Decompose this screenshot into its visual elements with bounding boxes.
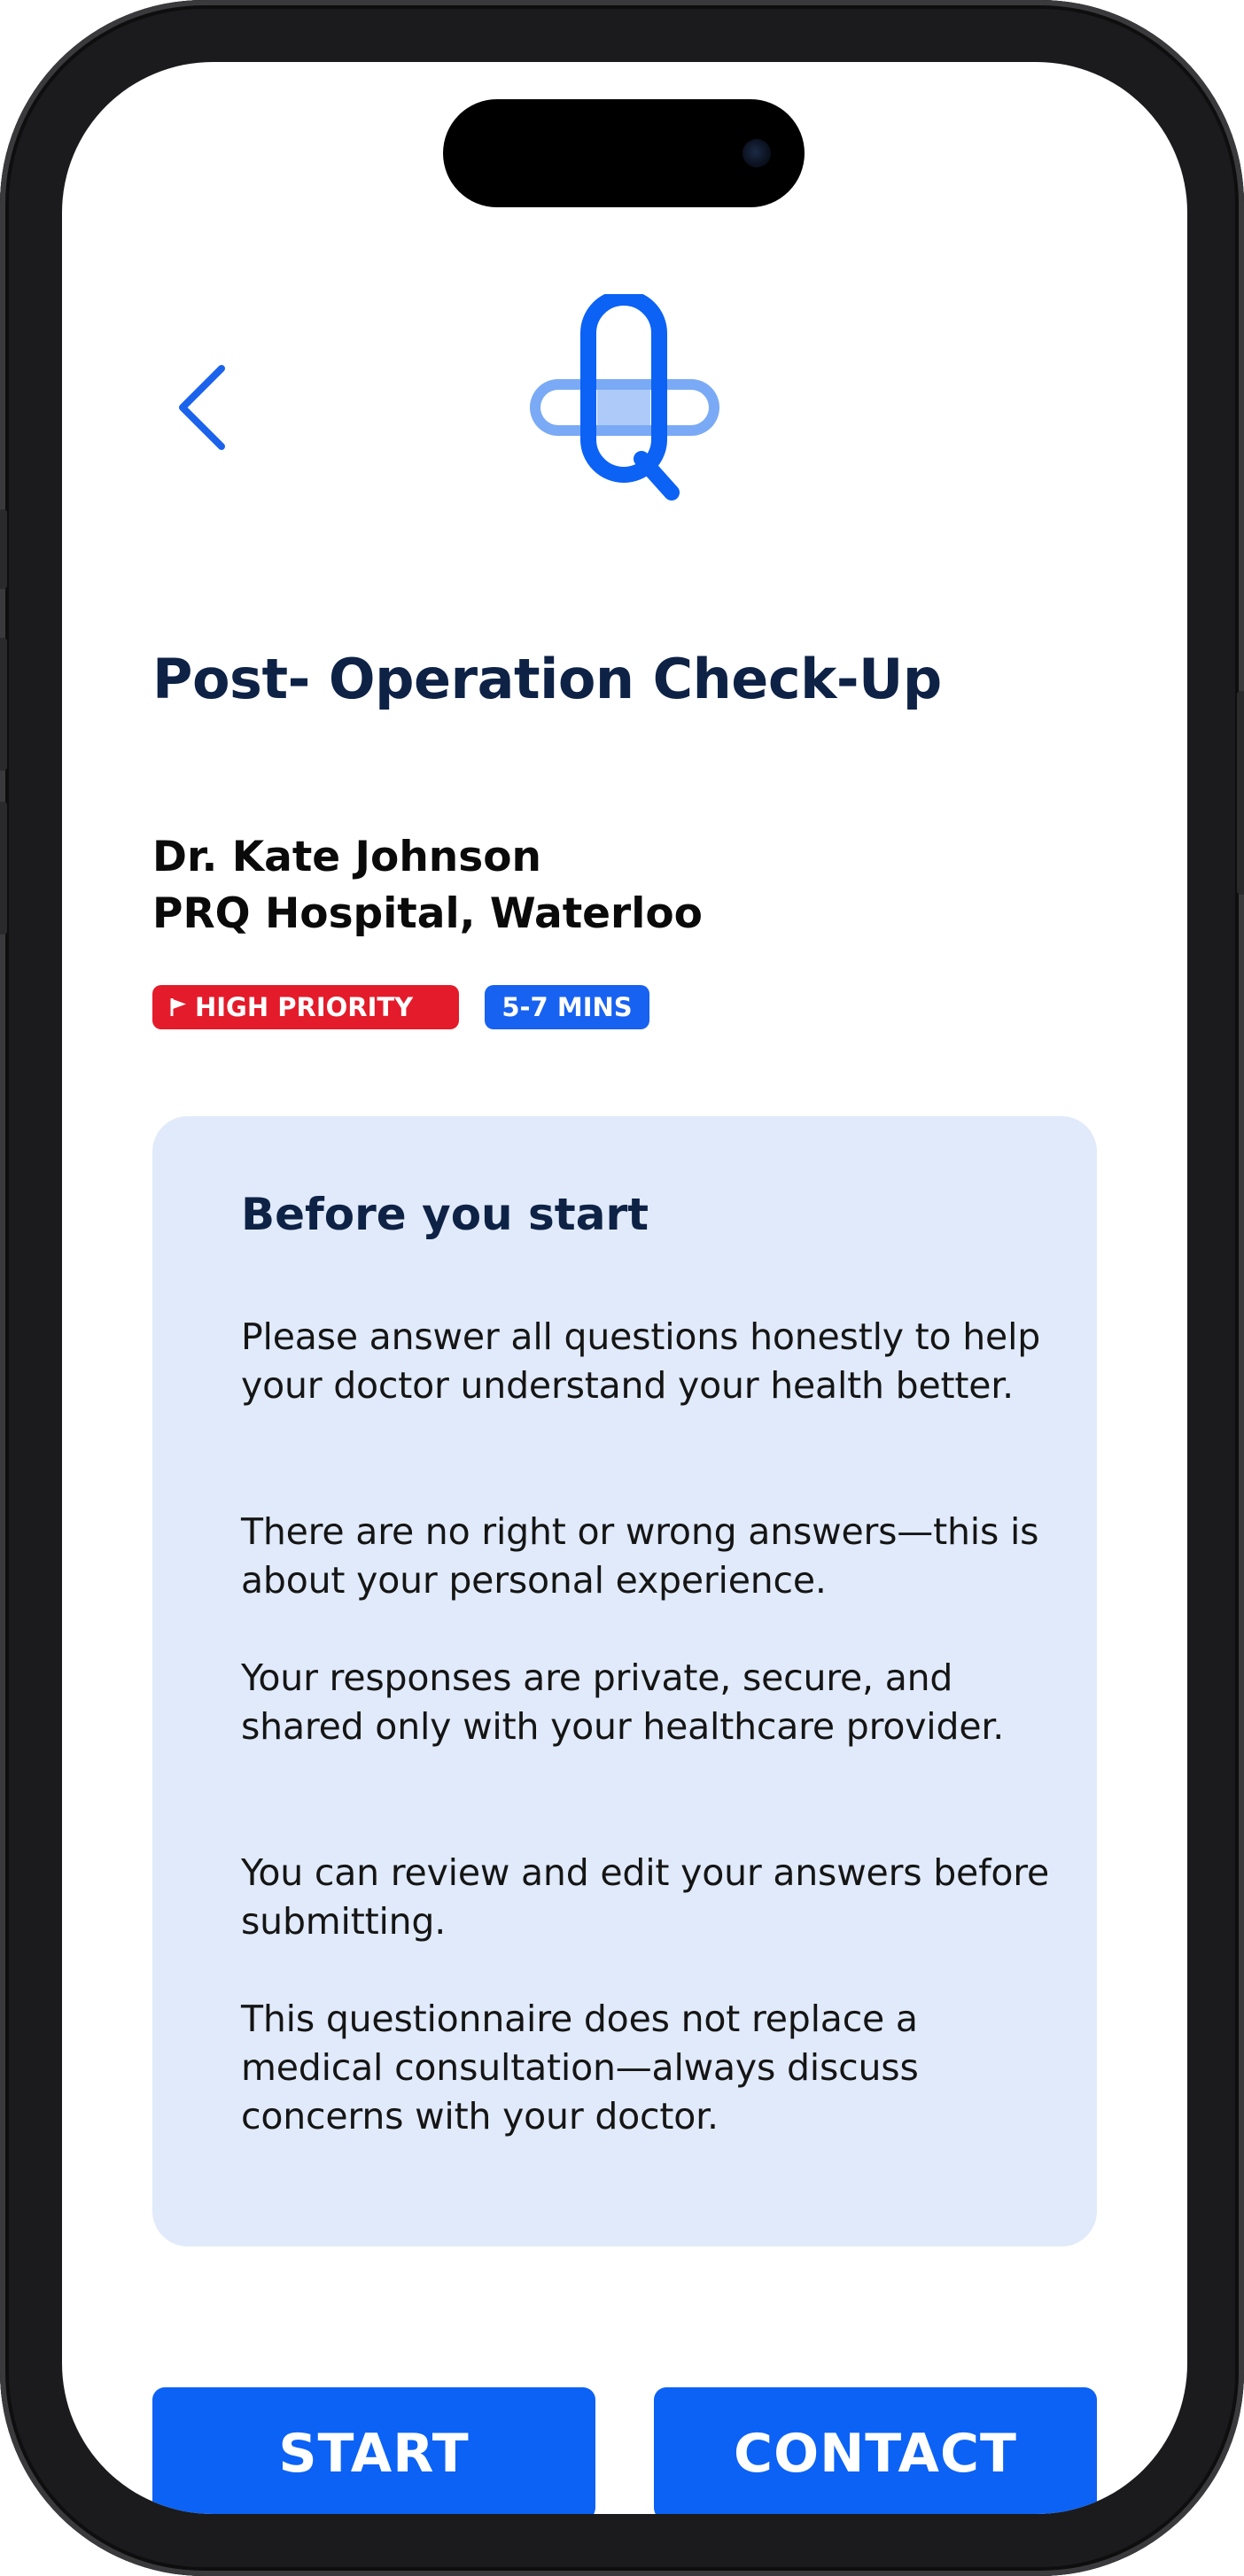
front-camera	[743, 139, 771, 167]
priority-badge-label: HIGH PRIORITY	[195, 992, 414, 1022]
card-paragraph: This questionnaire does not replace a medical consultation—always discuss concerns with your doctor.	[241, 1998, 919, 2138]
side-button-volume-up	[0, 638, 7, 771]
doctor-name: Dr. Kate Johnson	[152, 833, 541, 881]
dynamic-island	[443, 99, 805, 207]
priority-badge	[152, 985, 459, 1029]
back-button[interactable]	[168, 345, 248, 469]
flag-icon	[170, 985, 195, 1029]
side-button-volume-down	[0, 802, 7, 935]
card-title: Before you start	[241, 1189, 649, 1240]
chevron-left-icon	[168, 345, 248, 469]
card-paragraph: Please answer all questions honestly to help your doctor understand your health better.	[241, 1315, 1041, 1407]
before-you-start-card	[152, 1116, 1097, 2246]
side-button-power	[1237, 691, 1244, 895]
side-button-mute	[0, 509, 7, 589]
hospital-location: PRQ Hospital, Waterloo	[152, 889, 703, 938]
card-paragraph: There are no right or wrong answers—this is about your personal experience.	[241, 1510, 1039, 1602]
duration-badge: 5-7 MINS	[485, 985, 649, 1029]
start-button[interactable]: START	[152, 2387, 595, 2514]
medical-cross-q-logo-icon	[523, 294, 727, 524]
app-screen	[62, 62, 1187, 2514]
card-paragraph: Your responses are private, secure, and shared only with your healthcare provider.	[241, 1657, 1005, 1748]
card-paragraph: You can review and edit your answers before submitting.	[241, 1851, 1049, 1943]
app-logo	[523, 294, 727, 524]
page-title: Post- Operation Check-Up	[152, 647, 942, 711]
contact-button[interactable]: CONTACT	[654, 2387, 1097, 2514]
